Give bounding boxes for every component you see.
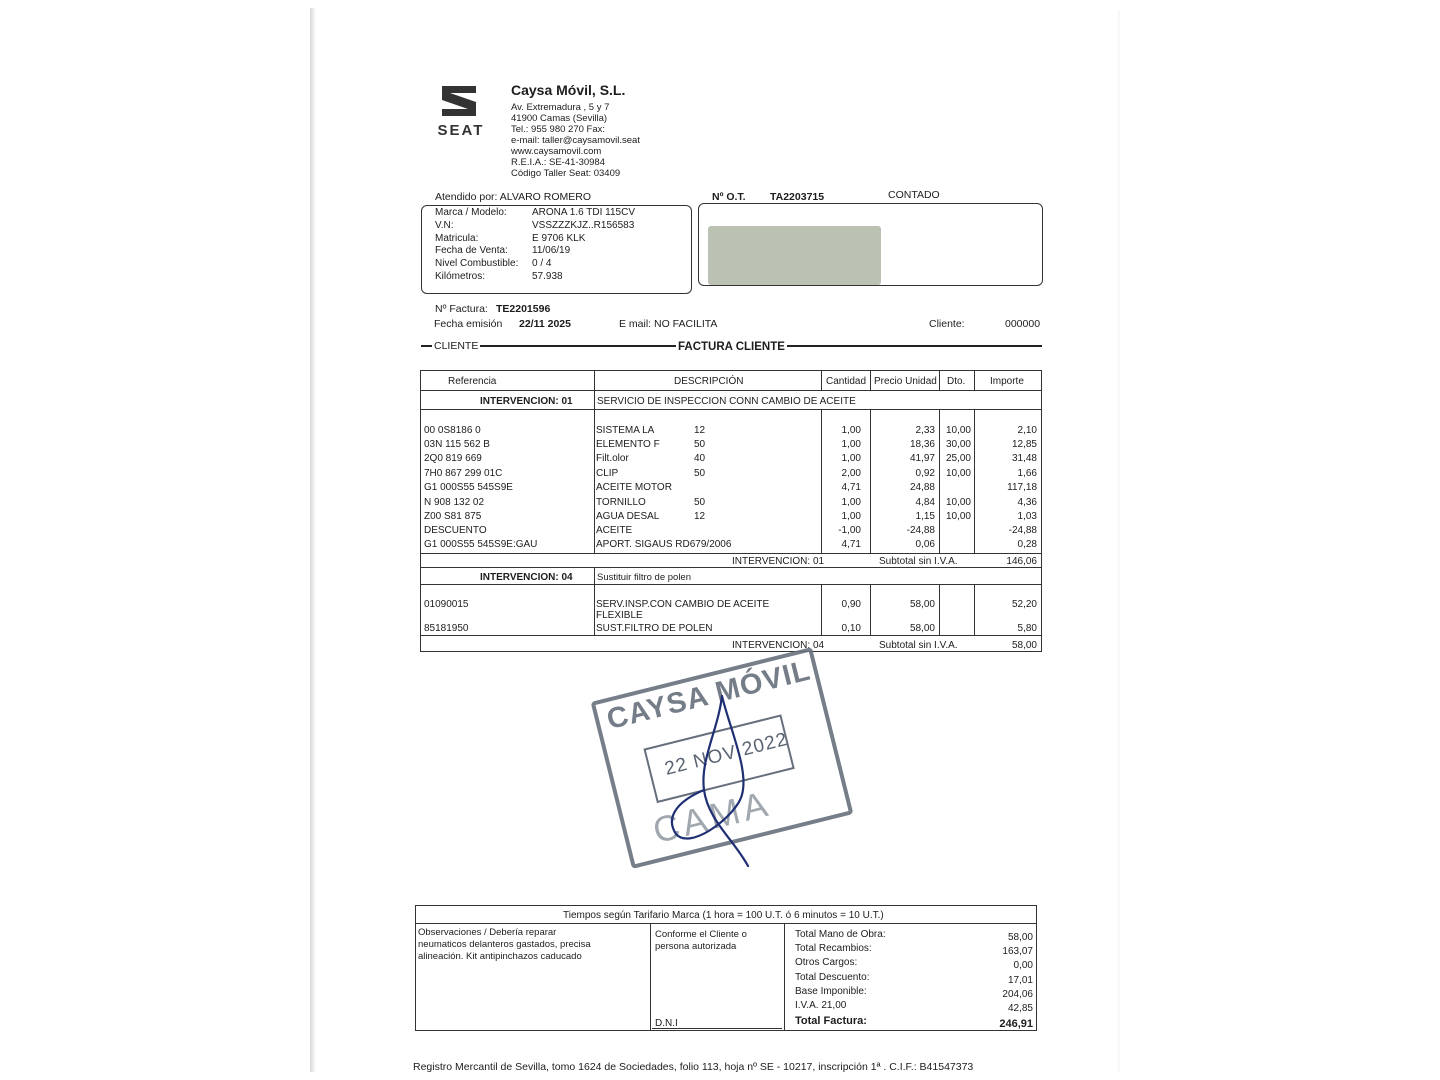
cell-description-2: FLEXIBLE bbox=[596, 610, 643, 621]
subtotal-value: 58,00 bbox=[1011, 640, 1037, 651]
header-unit-price: Precio Unidad bbox=[874, 376, 937, 387]
header-description: DESCRIPCIÓN bbox=[674, 376, 744, 387]
cell-unit-price: -24,88 bbox=[906, 525, 935, 536]
invoice-title: FACTURA CLIENTE bbox=[678, 341, 785, 353]
cell-unit-price: 18,36 bbox=[909, 439, 935, 450]
cell-description: ACEITE MOTOR bbox=[596, 482, 672, 493]
cell-quantity: 4,71 bbox=[841, 482, 861, 493]
cell-quantity: 1,00 bbox=[841, 439, 861, 450]
header-discount: Dto. bbox=[947, 376, 966, 387]
cell-unit-price: 0,92 bbox=[915, 468, 935, 479]
cell-amount: 1,66 bbox=[1017, 468, 1037, 479]
total-value: 42,85 bbox=[1007, 1003, 1033, 1014]
cell-reference: 7H0 867 299 01C bbox=[424, 468, 503, 479]
cell-reference: DESCUENTO bbox=[424, 525, 487, 536]
ot-number: TA2203715 bbox=[770, 191, 825, 203]
cell-reference: 01090015 bbox=[424, 599, 469, 610]
vehicle-label: Marca / Modelo: bbox=[435, 207, 507, 218]
intervention-title: Sustituir filtro de polen bbox=[597, 572, 691, 583]
summary-column-line bbox=[650, 923, 651, 1031]
cell-description: ELEMENTO F bbox=[596, 439, 660, 450]
vehicle-label: V.N: bbox=[435, 219, 454, 231]
observation-line: neumaticos delanteros gastados, precisa bbox=[418, 939, 591, 950]
cell-amount: 52,20 bbox=[1011, 599, 1037, 610]
vehicle-value: ARONA 1.6 TDI 115CV bbox=[532, 207, 636, 218]
observation-line: alineación. Kit antipinchazos caducado bbox=[418, 951, 582, 962]
subtotal-row bbox=[0, 556, 1440, 570]
vehicle-label: Matricula: bbox=[435, 232, 479, 244]
address-line: Av. Extremadura , 5 y 7 bbox=[511, 102, 610, 113]
total-label: Otros Cargos: bbox=[795, 957, 858, 968]
cell-reference: N 908 132 02 bbox=[424, 497, 485, 508]
time-rates-note: Tiempos según Tarifario Marca (1 hora = 100 U.T. ó 6 minutos = 10 U.T.) bbox=[563, 910, 884, 921]
legal-footer: Registro Mercantil de Sevilla, tomo 1624 de Sociedades, folio 113, hoja nº SE - 10217, inscripción 1ª . C.I.F.: B41547373 bbox=[413, 1061, 974, 1073]
table-row bbox=[0, 497, 1440, 511]
vehicle-value: VSSZZZKJZ..R156583 bbox=[532, 219, 635, 231]
vehicle-value: E 9706 KLK bbox=[532, 232, 586, 244]
subtotal-text: Subtotal sin I.V.A. bbox=[879, 556, 958, 567]
vehicle-labels bbox=[435, 207, 518, 284]
cell-description: SERV.INSP.CON CAMBIO DE ACEITE bbox=[596, 599, 770, 610]
cell-unit-price: 41,97 bbox=[909, 453, 935, 464]
vehicle-value: 0 / 4 bbox=[532, 258, 552, 270]
attended-by: Atendido por: ALVARO ROMERO bbox=[435, 191, 592, 203]
cell-code: 50 bbox=[694, 497, 706, 508]
cell-unit-price: 24,88 bbox=[909, 482, 935, 493]
total-label: Total Mano de Obra: bbox=[795, 929, 886, 940]
invoice-number: TE2201596 bbox=[496, 303, 551, 315]
cell-amount: 4,36 bbox=[1017, 497, 1037, 508]
address-line: R.E.I.A.: SE-41-30984 bbox=[511, 157, 605, 168]
cell-quantity: 1,00 bbox=[841, 425, 861, 436]
table-row bbox=[0, 539, 1440, 553]
brand-text: SEAT bbox=[437, 122, 485, 138]
intervention-title: SERVICIO DE INSPECCION CONN CAMBIO DE ACEITE bbox=[597, 396, 856, 407]
address-line: Código Taller Seat: 03409 bbox=[511, 168, 621, 179]
total-invoice-value: 246,91 bbox=[999, 1018, 1033, 1030]
address-line: 41900 Camas (Sevilla) bbox=[511, 113, 608, 124]
total-label: Total Recambios: bbox=[795, 943, 872, 954]
cell-discount: 30,00 bbox=[945, 439, 971, 450]
cell-reference: 85181950 bbox=[424, 623, 469, 634]
cell-amount: 2,10 bbox=[1017, 425, 1037, 436]
cell-code: 12 bbox=[694, 425, 706, 436]
cell-quantity: 1,00 bbox=[841, 511, 861, 522]
summary-divider bbox=[415, 923, 1037, 924]
cell-amount: 5,80 bbox=[1017, 623, 1037, 634]
subtotal-row bbox=[0, 640, 1440, 654]
cell-discount: 25,00 bbox=[945, 453, 971, 464]
total-label: I.V.A. 21,00 bbox=[795, 1000, 847, 1011]
header-reference: Referencia bbox=[448, 376, 497, 387]
cell-reference: 2Q0 819 669 bbox=[424, 453, 482, 464]
company-header bbox=[511, 82, 640, 179]
cell-unit-price: 58,00 bbox=[909, 599, 935, 610]
cell-amount: -24,88 bbox=[1008, 525, 1037, 536]
table-divider bbox=[420, 390, 1042, 391]
table-row bbox=[0, 525, 1440, 539]
total-value: 58,00 bbox=[1007, 932, 1033, 943]
cell-amount: 1,03 bbox=[1017, 511, 1037, 522]
cell-unit-price: 58,00 bbox=[909, 623, 935, 634]
issue-date-label: Fecha emisión bbox=[434, 318, 503, 330]
stamp-bottom-text: CAMA bbox=[648, 782, 776, 852]
vehicle-value: 11/06/19 bbox=[532, 245, 571, 257]
cell-reference: G1 000S55 545S9E bbox=[424, 482, 513, 493]
total-invoice-label: Total Factura: bbox=[795, 1015, 867, 1027]
cell-description: AGUA DESAL bbox=[596, 511, 660, 522]
table-divider bbox=[420, 553, 1042, 554]
vehicle-value: 57.938 bbox=[532, 270, 563, 282]
invoice-number-label: Nº Factura: bbox=[435, 303, 488, 315]
table-row bbox=[0, 468, 1440, 482]
vehicle-label: Fecha de Venta: bbox=[435, 245, 508, 257]
company-name: Caysa Móvil, S.L. bbox=[511, 82, 626, 98]
payment-type: CONTADO bbox=[888, 189, 940, 201]
table-row bbox=[0, 482, 1440, 496]
summary-column-line bbox=[784, 923, 785, 1031]
cell-reference: Z00 S81 875 bbox=[424, 511, 482, 522]
cell-description: SUST.FILTRO DE POLEN bbox=[596, 623, 713, 634]
cell-description: CLIP bbox=[596, 468, 619, 479]
total-value: 0,00 bbox=[1013, 960, 1033, 971]
intervention-label: INTERVENCION: 01 bbox=[480, 396, 573, 407]
stamp-date: 22 NOV 2022 bbox=[662, 728, 791, 780]
cell-quantity: -1,00 bbox=[838, 525, 861, 536]
cell-reference: G1 000S55 545S9E:GAU bbox=[424, 539, 538, 550]
cell-reference: 00 0S8186 0 bbox=[424, 425, 481, 436]
total-label: Base Imponible: bbox=[795, 986, 867, 997]
cell-discount: 10,00 bbox=[945, 468, 971, 479]
cell-code: 50 bbox=[694, 468, 706, 479]
client-number: 000000 bbox=[1005, 318, 1041, 330]
intervention-label: INTERVENCION: 04 bbox=[480, 572, 573, 583]
observations bbox=[418, 927, 591, 963]
cell-unit-price: 0,06 bbox=[915, 539, 935, 550]
header-amount: Importe bbox=[990, 376, 1024, 387]
cell-code: 40 bbox=[694, 453, 706, 464]
seat-logo bbox=[426, 82, 496, 138]
table-header-row bbox=[0, 376, 1440, 390]
table-row bbox=[0, 453, 1440, 467]
total-value: 163,07 bbox=[1002, 946, 1033, 957]
client-section-label: CLIENTE bbox=[434, 340, 479, 352]
cell-discount: 10,00 bbox=[945, 511, 971, 522]
redacted-customer-data bbox=[708, 226, 881, 285]
cell-quantity: 2,00 bbox=[841, 468, 861, 479]
cell-unit-price: 4,84 bbox=[915, 497, 935, 508]
address-line: Tel.: 955 980 270 Fax: bbox=[511, 124, 606, 135]
table-row-continuation bbox=[0, 610, 1440, 624]
table-row bbox=[0, 439, 1440, 453]
issue-date: 22/11 2025 bbox=[519, 318, 571, 330]
subtotal-value: 146,06 bbox=[1006, 556, 1037, 567]
observation-line: Observaciones / Debería reparar bbox=[418, 927, 557, 938]
customer-email: E mail: NO FACILITA bbox=[619, 318, 718, 330]
table-row bbox=[0, 425, 1440, 439]
cell-unit-price: 1,15 bbox=[915, 511, 935, 522]
subtotal-intervention: INTERVENCION: 01 bbox=[732, 556, 825, 567]
cell-amount: 117,18 bbox=[1007, 482, 1037, 493]
intervention-title-row bbox=[0, 396, 1440, 410]
signature bbox=[660, 690, 800, 870]
vehicle-label: Kilómetros: bbox=[435, 270, 486, 282]
table-row bbox=[0, 511, 1440, 525]
table-row bbox=[0, 623, 1440, 637]
cell-discount: 10,00 bbox=[945, 497, 971, 508]
cell-description: APORT. SIGAUS RD679/2006 bbox=[596, 539, 732, 550]
consent-line: persona autorizada bbox=[655, 941, 737, 952]
vehicle-label: Nivel Combustible: bbox=[435, 258, 519, 270]
address-line: www.caysamovil.com bbox=[511, 146, 602, 157]
cell-discount: 10,00 bbox=[945, 425, 971, 436]
cell-amount: 0,28 bbox=[1017, 539, 1037, 550]
total-value: 17,01 bbox=[1007, 975, 1033, 986]
header-quantity: Cantidad bbox=[826, 376, 867, 387]
address-line: e-mail: taller@caysamovil.seat bbox=[511, 135, 640, 146]
total-label: Total Descuento: bbox=[795, 972, 870, 983]
vehicle-values bbox=[532, 207, 635, 284]
subtotal-intervention: INTERVENCION: 04 bbox=[732, 640, 825, 651]
cell-reference: 03N 115 562 B bbox=[424, 439, 490, 450]
customer-consent bbox=[655, 929, 747, 953]
cell-code: 12 bbox=[694, 511, 706, 522]
cell-quantity: 4,71 bbox=[841, 539, 861, 550]
cell-description: ACEITE bbox=[596, 525, 633, 536]
cell-unit-price: 2,33 bbox=[915, 425, 935, 436]
cell-amount: 12,85 bbox=[1011, 439, 1037, 450]
total-value: 204,06 bbox=[1002, 989, 1033, 1000]
cell-quantity: 0,10 bbox=[841, 623, 861, 634]
stamp-company: CAYSA MÓVIL bbox=[603, 654, 814, 737]
client-label: Cliente: bbox=[929, 318, 965, 330]
cell-quantity: 0,90 bbox=[841, 599, 861, 610]
cell-quantity: 1,00 bbox=[841, 497, 861, 508]
cell-description: TORNILLO bbox=[596, 497, 646, 508]
cell-quantity: 1,00 bbox=[841, 453, 861, 464]
ot-label: Nº O.T. bbox=[712, 191, 746, 203]
dni-label: D.N.I bbox=[655, 1018, 678, 1029]
cell-description: SISTEMA LA bbox=[596, 425, 655, 436]
consent-line: Conforme el Cliente o bbox=[655, 929, 747, 940]
intervention-title-row bbox=[0, 572, 1440, 586]
subtotal-text: Subtotal sin I.V.A. bbox=[879, 640, 958, 651]
cell-amount: 31,48 bbox=[1011, 453, 1037, 464]
cell-code: 50 bbox=[694, 439, 706, 450]
cell-description: Filt.olor bbox=[596, 453, 629, 464]
